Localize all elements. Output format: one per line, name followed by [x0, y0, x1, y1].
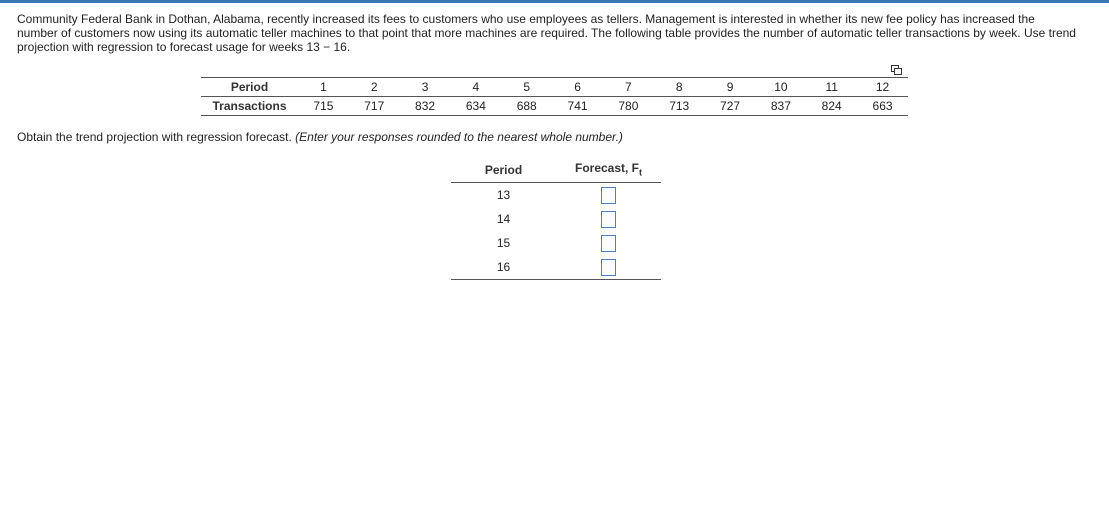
forecast-row [451, 255, 661, 280]
period-cell: 4 [450, 78, 501, 97]
forecast-input-16[interactable] [601, 259, 616, 276]
transactions-row-label: Transactions [201, 97, 298, 116]
transactions-cell: 832 [400, 97, 451, 116]
transactions-cell: 727 [705, 97, 756, 116]
forecast-period: 13 [496, 188, 511, 203]
instruction-main: Obtain the trend projection with regression forecast. [17, 130, 292, 144]
transactions-cell: 634 [450, 97, 501, 116]
transactions-cell: 837 [755, 97, 806, 116]
period-cell: 6 [552, 78, 603, 97]
transactions-cell: 713 [654, 97, 705, 116]
forecast-input-cell [556, 255, 661, 280]
period-cell: 7 [603, 78, 654, 97]
period-row-label: Period [201, 78, 298, 97]
period-cell: 12 [857, 78, 908, 97]
instruction-hint: (Enter your responses rounded to the nearest whole number.) [295, 130, 623, 144]
forecast-header-label: Forecast, F [574, 161, 640, 175]
period-cell: 2 [349, 78, 400, 97]
transactions-cell: 824 [806, 97, 857, 116]
period-cell: 10 [755, 78, 806, 97]
transactions-cell: 663 [857, 97, 908, 116]
period-cell: 3 [400, 78, 451, 97]
period-cell: 11 [806, 78, 857, 97]
instruction [17, 130, 623, 144]
period-cell: 9 [705, 78, 756, 97]
top-accent-rule [0, 0, 1109, 3]
transactions-cell: 717 [349, 97, 400, 116]
forecast-input-13[interactable] [601, 187, 616, 204]
forecast-table [451, 158, 661, 280]
transactions-table [201, 77, 908, 116]
transactions-cell: 780 [603, 97, 654, 116]
transactions-cell: 688 [501, 97, 552, 116]
forecast-header-subscript: t [639, 167, 643, 178]
forecast-input-15[interactable] [601, 235, 616, 252]
forecast-row [451, 231, 661, 255]
forecast-period: 16 [451, 255, 556, 280]
transactions-row [201, 97, 908, 116]
period-cell: 8 [654, 78, 705, 97]
problem-statement: Community Federal Bank in Dothan, Alabama, recently increased its fees to customers who use employees as tellers. Management is interested in whether its new fee policy has increased the number of customers now using its automatic teller machines to that point that more machines are required. The following table provides the number of automatic teller transactions by week. Use trend projection with regression to forecast usage for weeks 13 − 16. [17, 12, 1076, 54]
forecast-period: 15 [496, 236, 511, 251]
forecast-period: 14 [496, 212, 511, 227]
transactions-cell: 741 [552, 97, 603, 116]
forecast-row [451, 183, 661, 208]
period-row [201, 78, 908, 97]
period-cell: 1 [298, 78, 349, 97]
forecast-row [451, 207, 661, 231]
forecast-input-cell [556, 231, 661, 255]
forecast-input-cell [556, 207, 661, 231]
transactions-cell: 715 [298, 97, 349, 116]
forecast-value-header [556, 158, 661, 183]
period-cell: 5 [501, 78, 552, 97]
forecast-header-row [451, 158, 661, 183]
forecast-input-14[interactable] [601, 211, 616, 228]
forecast-period-header: Period [451, 158, 556, 183]
copy-table-icon[interactable] [890, 63, 902, 75]
forecast-input-cell [556, 183, 661, 208]
